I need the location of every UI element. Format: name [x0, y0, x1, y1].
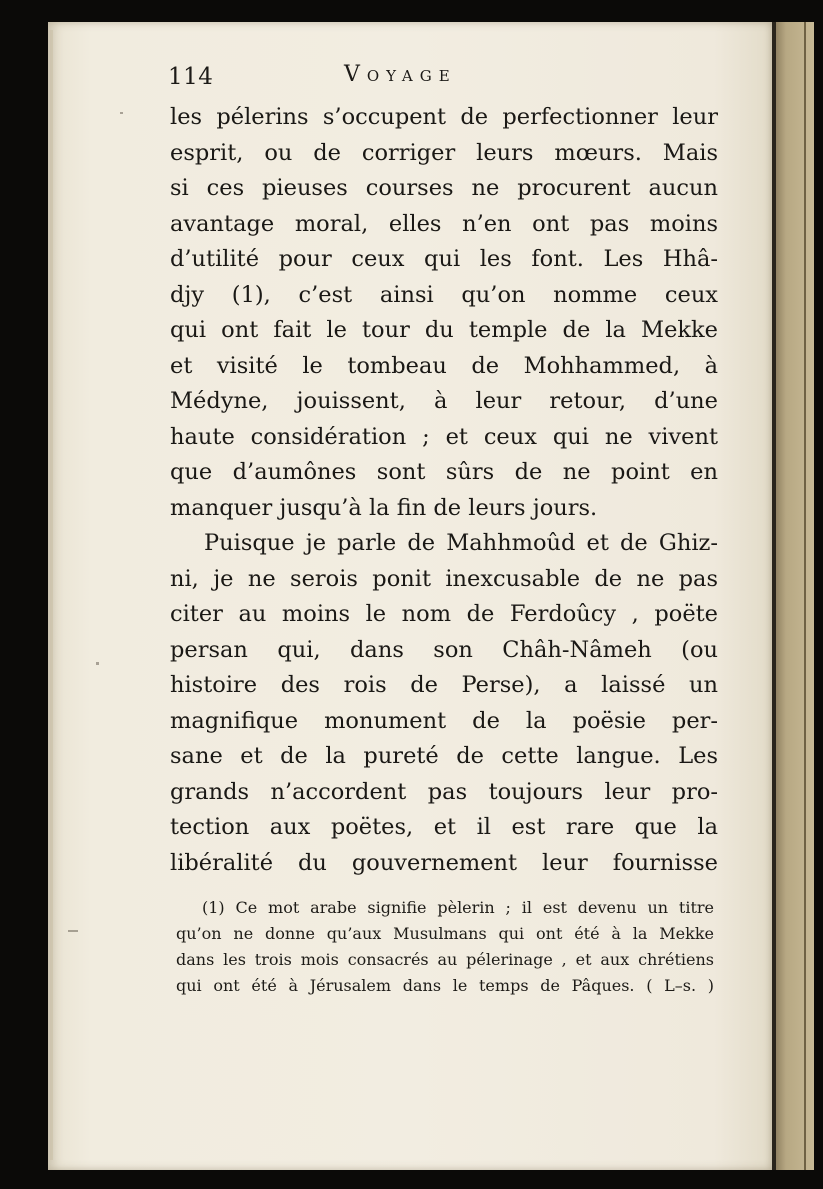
text-line: les pélerins s’occupent de perfectionner leur — [170, 104, 718, 130]
facing-page-edge — [774, 22, 814, 1170]
text-line: histoire des rois de Perse), a laissé un — [170, 672, 718, 698]
running-title: Voyage — [344, 62, 457, 87]
text-line: persan qui, dans son Châh-Nâmeh (ou — [170, 636, 718, 663]
text-line: citer au moins le nom de Ferdoûcy , poëte — [170, 601, 718, 627]
footnote-line: dans les trois mois consacrés au pélerinage , et aux chrétiens — [176, 950, 714, 969]
footnotes — [176, 895, 714, 999]
text-line: haute considération ; et ceux qui ne vivent — [170, 423, 718, 450]
paper-speck — [68, 930, 78, 932]
paper-speck — [120, 112, 123, 114]
text-line: djy (1), c’est ainsi qu’on nomme ceux — [170, 281, 718, 308]
page-left-edge — [50, 30, 53, 1160]
text-line: Puisque je parle de Mahhmoûd et de Ghiz- — [204, 530, 718, 556]
text-line: qui ont fait le tour du temple de la Mekke — [170, 317, 718, 343]
text-line: tection aux poëtes, et il est rare que la — [170, 814, 718, 840]
footnote-line: (1) Ce mot arabe signifie pèlerin ; il est devenu un titre — [202, 898, 714, 917]
text-line: ni, je ne serois ponit inexcusable de ne pas — [170, 565, 718, 592]
text-line: sane et de la pureté de cette langue. Les — [170, 743, 718, 769]
text-line: avantage moral, elles n’en ont pas moins — [170, 210, 718, 237]
text-line: que d’aumônes sont sûrs de ne point en — [170, 459, 718, 485]
text-line: d’utilité pour ceux qui les font. Les Hhâ- — [170, 246, 718, 272]
running-head — [168, 62, 728, 94]
footnote-line: qui ont été à Jérusalem dans le temps de Pâques. ( L–s. ) — [176, 976, 714, 995]
text-line: manquer jusqu’à la fin de leurs jours. — [170, 494, 598, 521]
text-line: Médyne, jouissent, à leur retour, d’une — [170, 388, 718, 414]
footnote-line: qu’on ne donne qu’aux Musulmans qui ont été à la Mekke — [176, 924, 714, 943]
text-line: esprit, ou de corriger leurs mœurs. Mais — [170, 139, 718, 166]
text-line: si ces pieuses courses ne procurent aucun — [170, 175, 718, 201]
text-line: magnifique monument de la poësie per- — [170, 707, 718, 734]
text-line: grands n’accordent pas toujours leur pro- — [170, 778, 718, 805]
text-line: et visité le tombeau de Mohhammed, à — [170, 352, 718, 379]
paper-speck — [96, 662, 99, 665]
text-line: libéralité du gouvernement leur fournisse — [170, 849, 718, 876]
page-number: 114 — [168, 64, 214, 90]
body-text — [170, 100, 718, 881]
